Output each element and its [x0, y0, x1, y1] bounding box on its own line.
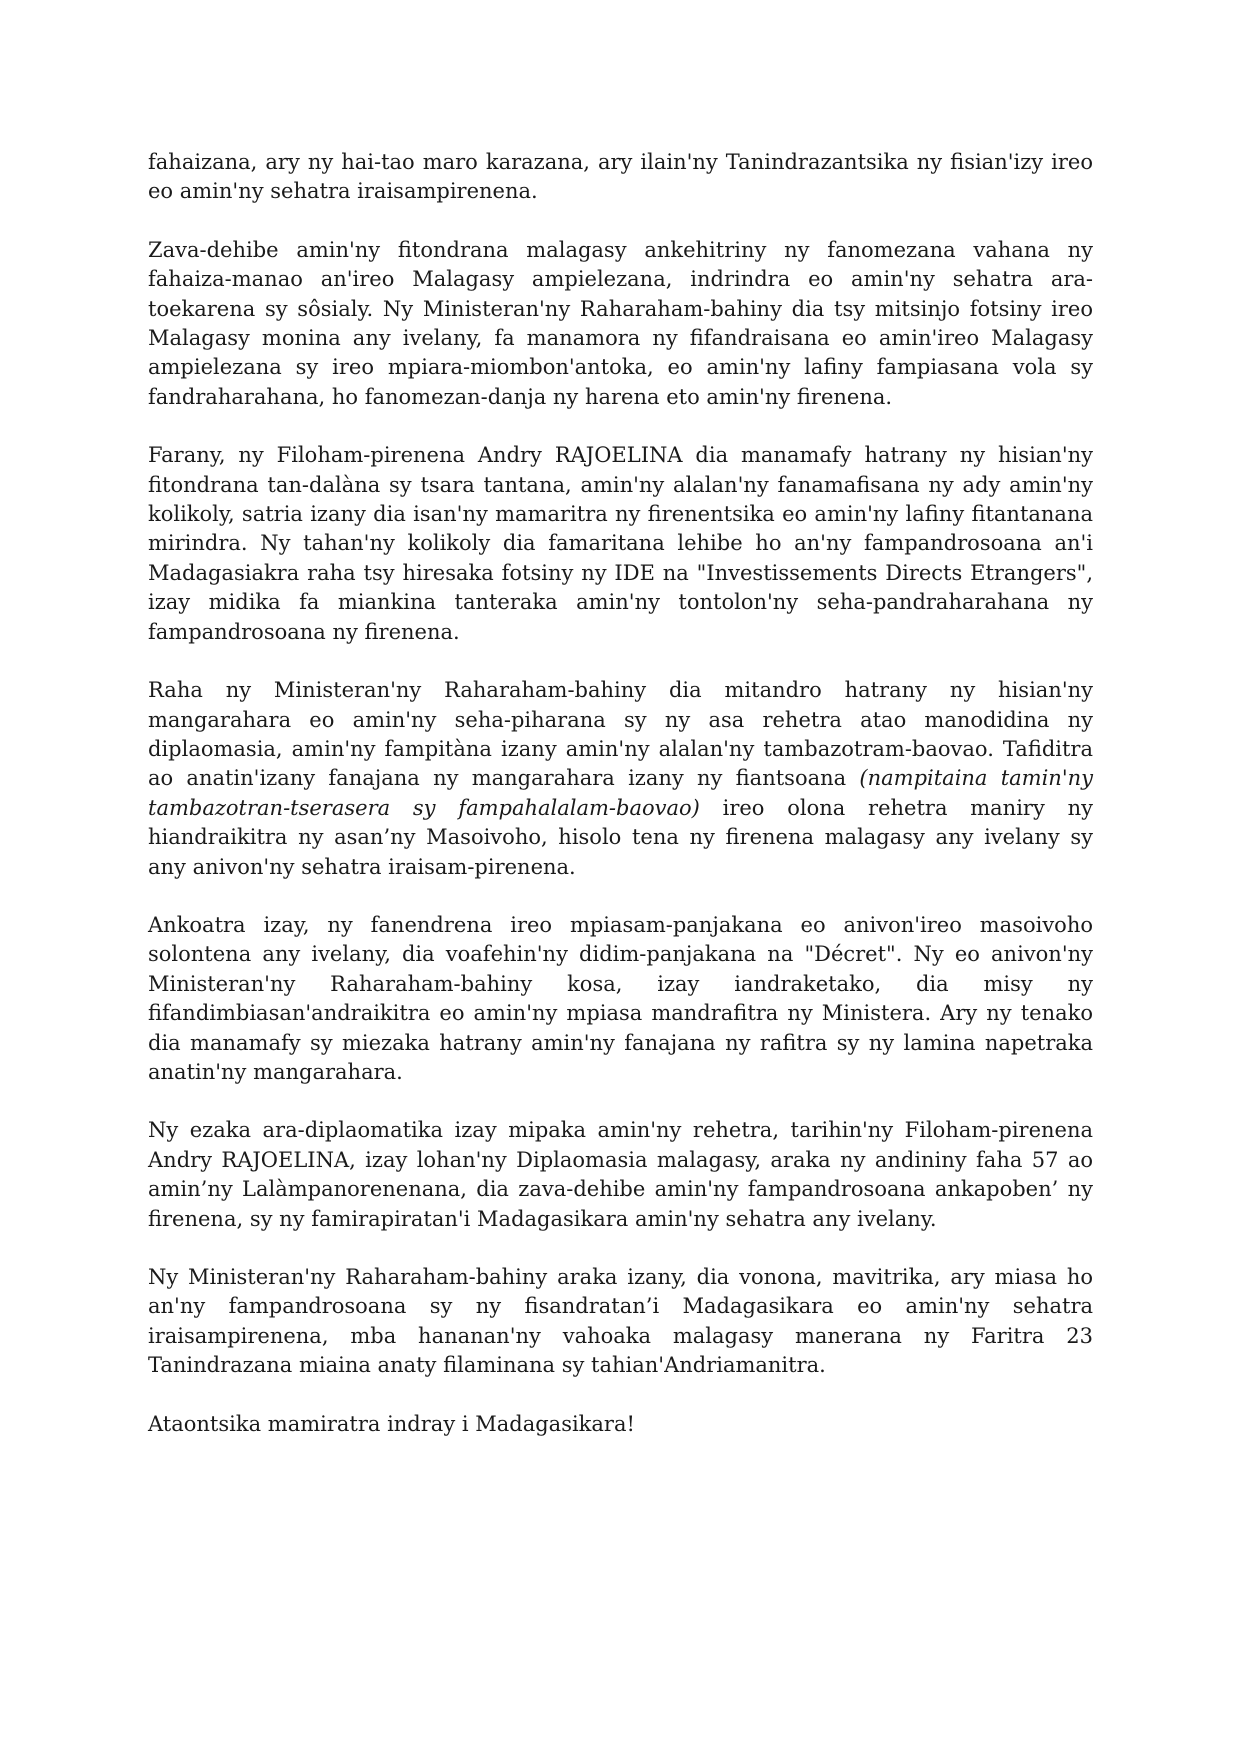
paragraph-4	[148, 676, 1093, 882]
paragraph-5: Ankoatra izay, ny fanendrena ireo mpiasam-panjakana eo anivon'ireo masoivoho solontena any ivelany, dia voafehin'ny didim-panjakana na "Décret". Ny eo anivon'ny Ministeran'ny Raharaham-bahiny kosa, izay iandraketako, dia misy ny fifandimbiasan'andraikitra eo amin'ny mpiasa mandrafitra ny Ministera. Ary ny tenako dia manamafy sy miezaka hatrany amin'ny fanajana ny rafitra sy ny lamina napetraka anatin'ny mangarahara.	[148, 912, 1093, 1084]
document-body	[148, 148, 1093, 1468]
paragraph-4-italic-note: (nampitaina tamin'ny tambazotran-tserasera sy fampahalalam-baovao)	[148, 766, 1093, 820]
closing-line: Ataontsika mamiratra indray i Madagasikara!	[148, 1411, 635, 1436]
paragraph-6: Ny ezaka ara-diplaomatika izay mipaka amin'ny rehetra, tarihin'ny Filoham-pirenena Andry RAJOELINA, izay lohan'ny Diplaomasia malagasy, araka ny andininy faha 57 ao amin’ny Lalàmpanorenenana, dia zava-dehibe amin'ny fampandrosoana ankapoben’ ny firenena, sy ny famirapiratan'i Madagasikara amin'ny sehatra any ivelany.	[148, 1118, 1093, 1231]
paragraph-2: Zava-dehibe amin'ny fitondrana malagasy ankehitriny ny fanomezana vahana ny fahaiza-manao an'ireo Malagasy ampielezana, indrindra eo amin'ny sehatra ara-toekarena sy sôsialy. Ny Ministeran'ny Raharaham-bahiny dia tsy mitsinjo fotsiny ireo Malagasy monina any ivelany, fa manamora ny fifandraisana eo amin'ireo Malagasy ampielezana sy ireo mpiara-miombon'antoka, eo amin'ny lafiny fampiasana vola sy fandraharahana, ho fanomezan-danja ny harena eto amin'ny firenena.	[148, 237, 1093, 409]
paragraph-4-text-after: ireo olona rehetra maniry ny hiandraikitra ny asan’ny Masoivoho, hisolo tena ny firenena malagasy any ivelany sy any anivon'ny sehatra iraisam-pirenena.	[148, 795, 1093, 879]
paragraph-7: Ny Ministeran'ny Raharaham-bahiny araka izany, dia vonona, mavitrika, ary miasa ho an'ny fampandrosoana sy ny fisandratan’i Madagasikara eo amin'ny sehatra iraisampirenena, mba hananan'ny vahoaka malagasy manerana ny Faritra 23 Tanindrazana miaina anaty filaminana sy tahian'Andriamanitra.	[148, 1265, 1093, 1378]
paragraph-3: Farany, ny Filoham-pirenena Andry RAJOELINA dia manamafy hatrany ny hisian'ny fitondrana tan-dalàna sy tsara tantana, amin'ny alalan'ny fanamafisana ny ady amin'ny kolikoly, satria izany dia isan'ny mamaritra ny firenentsika eo amin'ny lafiny fitantanana mirindra. Ny tahan'ny kolikoly dia famaritana lehibe ho an'ny fampandrosoana an'i Madagasiakra raha tsy hiresaka fotsiny ny IDE na "Investissements Directs Etrangers", izay midika fa miankina tanteraka amin'ny tontolon'ny seha-pandraharahana ny fampandrosoana ny firenena.	[148, 443, 1093, 644]
paragraph-1: fahaizana, ary ny hai-tao maro karazana, ary ilain'ny Tanindrazantsika ny fisian'izy ireo eo amin'ny sehatra iraisampirenena.	[148, 150, 1093, 204]
paragraph-4-text-before: Raha ny Ministeran'ny Raharaham-bahiny dia mitandro hatrany ny hisian'ny mangarahara eo amin'ny seha-piharana sy ny asa rehetra atao manodidina ny diplaomasia, amin'ny fampitàna izany amin'ny alalan'ny tambazotram-baovao. Tafiditra ao anatin'izany fanajana ny mangarahara izany ny fiantsoana	[148, 678, 1093, 791]
